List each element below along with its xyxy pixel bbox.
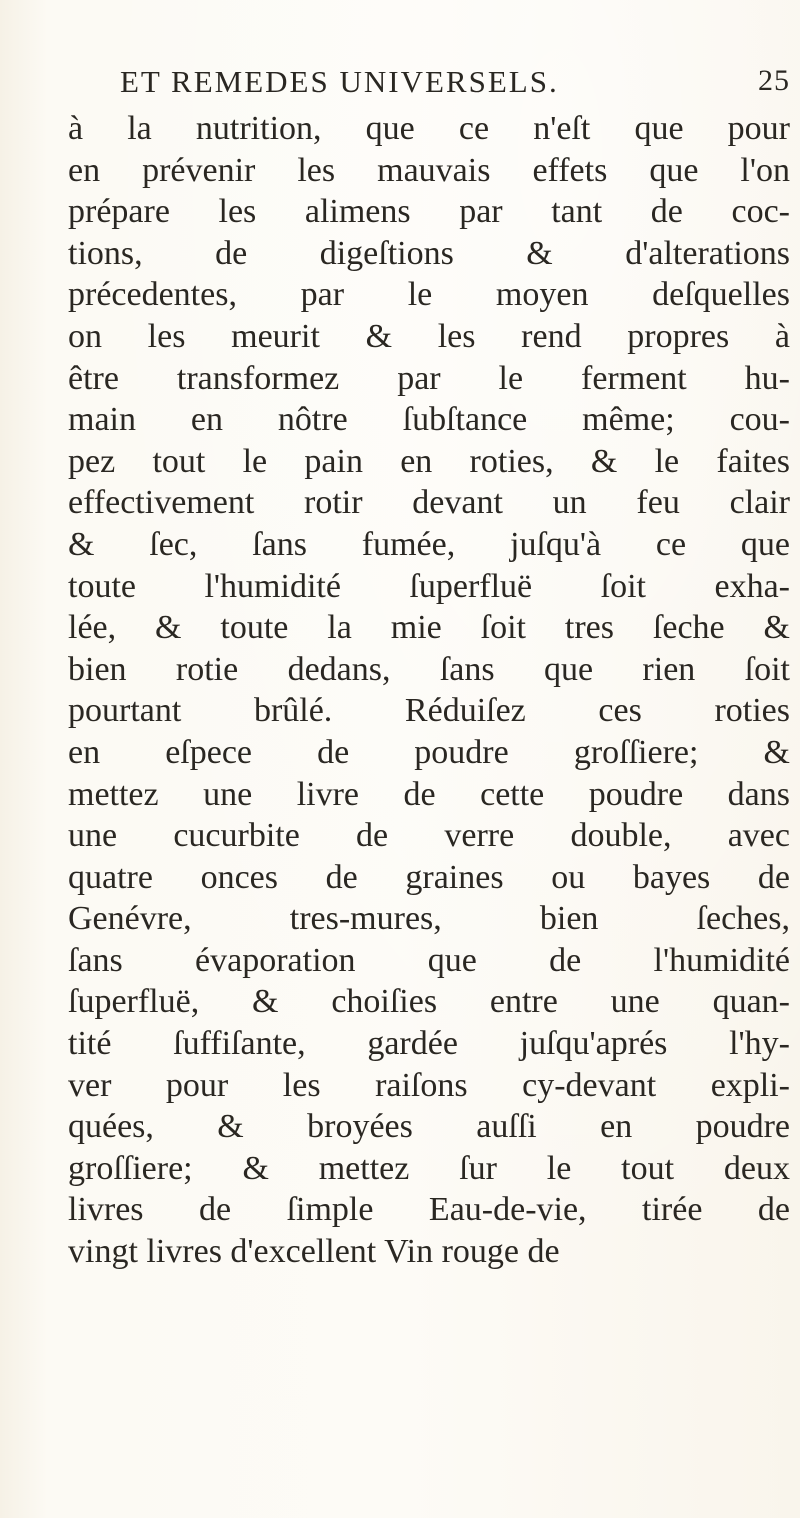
text-line: tité ſuffiſante, gardée juſqu'aprés l'hy- bbox=[68, 1025, 790, 1063]
text-line: Genévre, tres-mures, bien ſeches, bbox=[68, 900, 790, 938]
text-line: groſſiere; & mettez ſur le tout deux bbox=[68, 1149, 790, 1187]
text-line: pourtant brûlé. Réduiſez ces roties bbox=[68, 692, 790, 730]
text-line: quées, & broyées auſſi en poudre bbox=[68, 1108, 790, 1146]
text-line: main en nôtre ſubſtance même; cou- bbox=[68, 401, 790, 439]
text-line: prépare les alimens par tant de coc- bbox=[68, 193, 790, 231]
text-line: effectivement rotir devant un feu clair bbox=[68, 484, 790, 522]
text-line: toute l'humidité ſuperfluë ſoit exha- bbox=[68, 567, 790, 605]
text-line: en eſpece de poudre groſſiere; & bbox=[68, 733, 790, 771]
text-line: à la nutrition, que ce n'eſt que pour bbox=[68, 110, 790, 147]
text-line: bien rotie dedans, ſans que rien ſoit bbox=[68, 650, 790, 688]
text-line: vingt livres d'excellent Vin rouge de bbox=[68, 1233, 560, 1271]
text-line: quatre onces de graines ou bayes de bbox=[68, 858, 790, 896]
text-line: ſans évaporation que de l'humidité bbox=[68, 941, 790, 979]
body-text bbox=[68, 108, 790, 1273]
text-line: ſuperfluë, & choiſies entre une quan- bbox=[68, 983, 790, 1021]
text-line: lée, & toute la mie ſoit tres ſeche & bbox=[68, 609, 790, 647]
text-line: livres de ſimple Eau-de-vie, tirée de bbox=[68, 1191, 790, 1229]
text-line: & ſec, ſans fumée, juſqu'à ce que bbox=[68, 525, 790, 563]
text-line: on les meurit & les rend propres à bbox=[68, 317, 790, 355]
text-line: pez tout le pain en roties, & le faites bbox=[68, 442, 790, 480]
page-number: 25 bbox=[758, 64, 790, 97]
text-line: mettez une livre de cette poudre dans bbox=[68, 775, 790, 813]
text-line: être transformez par le ferment hu- bbox=[68, 359, 790, 397]
text-line: tions, de digeſtions & d'alterations bbox=[68, 234, 790, 272]
page-header bbox=[120, 64, 790, 100]
text-line: une cucurbite de verre double, avec bbox=[68, 817, 790, 855]
text-line: ver pour les raiſons cy-devant expli- bbox=[68, 1066, 790, 1104]
text-line: précedentes, par le moyen deſquelles bbox=[68, 276, 790, 314]
running-head: ET REMEDES UNIVERSELS. bbox=[120, 64, 559, 99]
text-line: en prévenir les mauvais effets que l'on bbox=[68, 151, 790, 189]
